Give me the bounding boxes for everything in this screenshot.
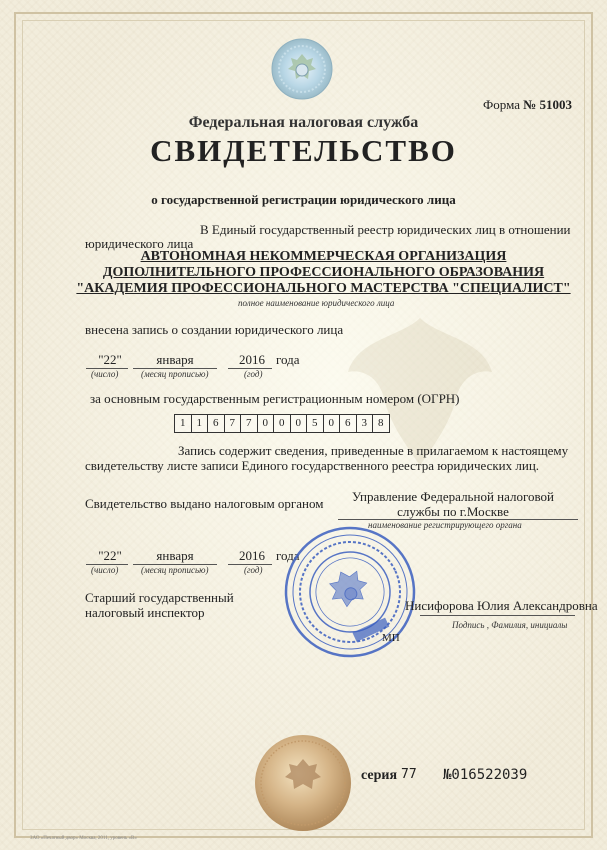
- series-value: 77: [401, 767, 417, 782]
- certificate-number: №016522039: [443, 767, 528, 783]
- form-number: [483, 97, 572, 113]
- caption-authority: наименование регистрирующего органа: [368, 520, 522, 530]
- ogrn-digit: 0: [290, 414, 308, 433]
- service-name: Федеральная налоговая служба: [188, 114, 419, 131]
- issued-year: 2016: [239, 548, 265, 563]
- form-number-value: № 51003: [523, 97, 573, 112]
- ogrn-digit: 8: [372, 414, 390, 433]
- issuing-authority: Управление Федеральной налоговой службы по г.Москве: [351, 489, 554, 519]
- printer-footer: ЗАО «Печатный двор» Москва, 2011, уровень «В»: [30, 836, 137, 841]
- registry-line-1: В Единый государственный реестр юридических лиц в отношении: [200, 222, 571, 237]
- caption-year: (год): [244, 565, 263, 575]
- created-year: 2016: [239, 352, 265, 367]
- ogrn-digit: 0: [257, 414, 275, 433]
- created-year-word: года: [276, 352, 300, 367]
- caption-full-name: полное наименование юридического лица: [238, 298, 395, 308]
- caption-signature: Подпись , Фамилия, инициалы: [452, 620, 568, 630]
- document-title: СВИДЕТЕЛЬСТВО: [150, 133, 457, 168]
- org-name-line-2: ДОПОЛНИТЕЛЬНОГО ПРОФЕССИОНАЛЬНОГО ОБРАЗОВАНИЯ: [102, 265, 545, 280]
- org-name-line-3: "АКАДЕМИЯ ПРОФЕССИОНАЛЬНОГО МАСТЕРСТВА "СПЕЦИАЛИСТ": [76, 281, 571, 296]
- inspector-line-1: Старший государственный: [85, 590, 234, 605]
- underline: [420, 615, 575, 616]
- hologram-emblem-icon: [271, 38, 333, 100]
- caption-month: (месяц прописью): [141, 565, 209, 575]
- signatory-name: Нисифорова Юлия Александровна: [405, 598, 598, 613]
- ogrn-digit: 7: [240, 414, 258, 433]
- entry-text: внесена запись о создании юридического лица: [85, 322, 344, 337]
- created-month: января: [156, 352, 194, 367]
- ogrn-boxes: [175, 414, 390, 433]
- gold-seal-icon: [253, 733, 353, 833]
- record-line-1: Запись содержит сведения, приведенные в прилагаемом к настоящему: [178, 443, 569, 458]
- form-number-label: Форма: [483, 97, 520, 112]
- ogrn-digit: 6: [207, 414, 225, 433]
- ogrn-digit: 0: [273, 414, 291, 433]
- inspector-line-2: налоговый инспектор: [85, 605, 205, 620]
- ogrn-digit: 1: [191, 414, 209, 433]
- ogrn-digit: 3: [356, 414, 374, 433]
- registry-line-2: юридического лица: [85, 236, 194, 251]
- record-line-2: свидетельству листе записи Единого государственного реестра юридических лиц.: [85, 458, 540, 473]
- ogrn-digit: 0: [323, 414, 341, 433]
- caption-day: (число): [91, 369, 119, 379]
- caption-month: (месяц прописью): [141, 369, 209, 379]
- inspector-title: [85, 590, 234, 620]
- mp-mark: МП: [382, 632, 400, 644]
- issued-day: "22": [98, 548, 122, 563]
- issued-month: января: [156, 548, 194, 563]
- caption-day: (число): [91, 565, 119, 575]
- ogrn-digit: 1: [174, 414, 192, 433]
- ogrn-digit: 7: [224, 414, 242, 433]
- series-label: серия: [361, 768, 398, 783]
- ogrn-digit: 6: [339, 414, 357, 433]
- caption-year: (год): [244, 369, 263, 379]
- created-day: "22": [98, 352, 122, 367]
- ogrn-digit: 5: [306, 414, 324, 433]
- issued-label: Свидетельство выдано налоговым органом: [85, 496, 324, 511]
- org-name-line-1: АВТОНОМНАЯ НЕКОММЕРЧЕСКАЯ ОРГАНИЗАЦИЯ: [140, 249, 507, 264]
- issued-year-word: года: [276, 548, 300, 563]
- document-subtitle: о государственной регистрации юридического лица: [151, 192, 456, 207]
- ogrn-label: за основным государственным регистрационным номером (ОГРН): [90, 391, 460, 406]
